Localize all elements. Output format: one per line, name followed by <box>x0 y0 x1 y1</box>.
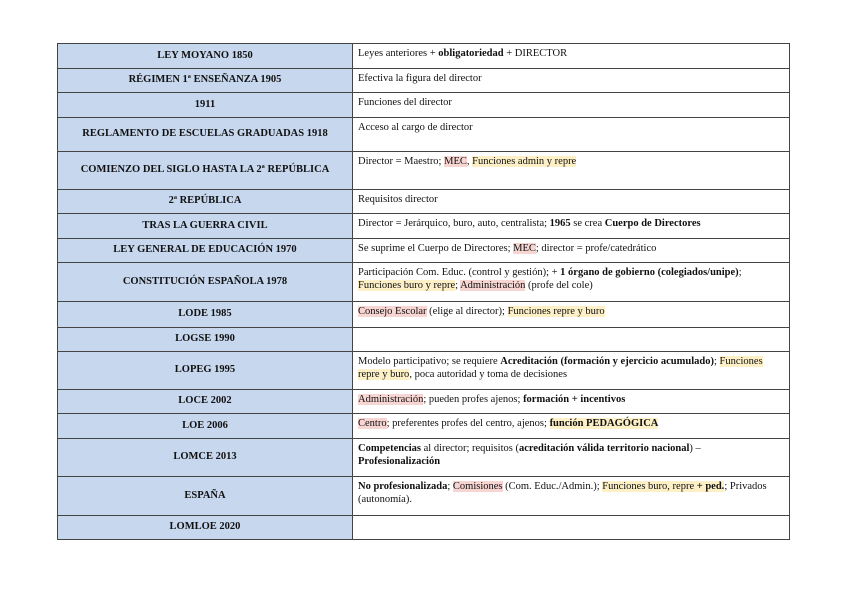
description-cell <box>353 239 790 263</box>
description-text: ; Privados (autonomía). <box>358 481 767 505</box>
law-cell: LEY MOYANO 1850 <box>58 44 353 69</box>
description-text: , poca autoridad y toma de decisiones <box>409 368 568 380</box>
description-text: Efectiva la figura del director <box>358 73 482 84</box>
highlight-yellow: Funciones repre y buro <box>358 356 763 380</box>
description-text: ; pueden profes ajenos; <box>423 394 524 405</box>
highlight-pink: MEC <box>444 156 467 167</box>
description-cell <box>353 190 790 214</box>
description-cell <box>353 69 790 93</box>
description-text: Participación Com. Educ. (control y gestión); + <box>358 267 561 278</box>
description-cell <box>353 516 790 540</box>
description-cell <box>353 214 790 239</box>
law-cell: LODE 1985 <box>58 302 353 328</box>
description-cell <box>353 263 790 302</box>
highlight-pink: MEC <box>513 243 536 254</box>
highlight-yellow: + ped. <box>696 481 725 492</box>
description-text: Funciones del director <box>358 97 452 108</box>
description-cell <box>353 439 790 477</box>
table-body <box>58 44 790 540</box>
description-text: Director = Maestro; <box>358 156 445 167</box>
description-cell <box>353 152 790 190</box>
description-cell <box>353 352 790 390</box>
table-row <box>58 477 790 516</box>
description-text: ; preferentes profes del centro, ajenos; <box>386 418 550 429</box>
description-text: Modelo participativo; se requiere <box>358 356 501 367</box>
law-cell: LEY GENERAL DE EDUCACIÓN 1970 <box>58 239 353 263</box>
law-cell: LOE 2006 <box>58 414 353 439</box>
description-text: Requisitos director <box>358 194 438 205</box>
description-text: acreditación válida territorio nacional <box>518 443 690 454</box>
highlight-pink: Administración <box>358 394 424 405</box>
table-row <box>58 239 790 263</box>
description-text: Profesionalización <box>358 455 441 467</box>
highlight-yellow: Funciones buro y repre <box>358 279 456 291</box>
law-cell: 2ª REPÚBLICA <box>58 190 353 214</box>
description-text: al director; requisitos ( <box>421 443 519 454</box>
description-text: (Com. Educ./Admin.); <box>502 481 603 492</box>
description-cell <box>353 328 790 352</box>
description-text: Cuerpo de Directores <box>604 218 701 229</box>
table-row <box>58 118 790 152</box>
table-row <box>58 214 790 239</box>
law-cell: RÉGIMEN 1ª ENSEÑANZA 1905 <box>58 69 353 93</box>
legislation-table <box>57 43 790 540</box>
table-row <box>58 69 790 93</box>
description-cell <box>353 93 790 118</box>
description-text: se crea <box>570 218 605 229</box>
description-text: ; <box>455 279 461 291</box>
law-cell: TRAS LA GUERRA CIVIL <box>58 214 353 239</box>
highlight-yellow: Funciones repre y buro <box>507 306 605 317</box>
description-text: ; <box>738 267 742 278</box>
law-cell: LOPEG 1995 <box>58 352 353 390</box>
description-text: , <box>466 156 473 167</box>
law-cell: REGLAMENTO DE ESCUELAS GRADUADAS 1918 <box>58 118 353 152</box>
law-cell: ESPAÑA <box>58 477 353 516</box>
law-cell: LOMCE 2013 <box>58 439 353 477</box>
highlight-pink: Consejo Escolar <box>358 306 427 317</box>
highlight-pink: Administración <box>460 279 526 291</box>
description-text: Acreditación (formación y ejercicio acumulado) <box>500 356 714 367</box>
table-row <box>58 302 790 328</box>
table-row <box>58 152 790 190</box>
highlight-pink: Comisiones <box>452 481 503 492</box>
table-row <box>58 190 790 214</box>
description-text: ) – <box>689 443 701 454</box>
description-cell <box>353 302 790 328</box>
description-cell <box>353 414 790 439</box>
law-cell: COMIENZO DEL SIGLO HASTA LA 2ª REPÚBLICA <box>58 152 353 190</box>
description-cell <box>353 118 790 152</box>
description-text: No profesionalizada <box>358 481 448 492</box>
description-cell <box>353 390 790 414</box>
description-text: + DIRECTOR <box>503 48 568 59</box>
table-row <box>58 328 790 352</box>
description-text: 1965 <box>549 218 571 229</box>
table-row <box>58 263 790 302</box>
law-cell: 1911 <box>58 93 353 118</box>
table-row <box>58 44 790 69</box>
description-text: Leyes anteriores + <box>358 48 439 59</box>
description-cell <box>353 44 790 69</box>
description-text: Director = Jerárquico, buro, auto, centralista; <box>358 218 550 229</box>
law-cell: LOCE 2002 <box>58 390 353 414</box>
description-text: 1 órgano de gobierno (colegiados/unipe) <box>560 267 739 278</box>
description-text: formación + incentivos <box>523 394 626 405</box>
table-row <box>58 390 790 414</box>
highlight-yellow: Funciones buro, repre <box>602 481 697 492</box>
description-text: ; <box>447 481 453 492</box>
description-text: Se suprime el Cuerpo de Directores; <box>358 243 514 254</box>
law-cell: LOGSE 1990 <box>58 328 353 352</box>
law-cell: LOMLOE 2020 <box>58 516 353 540</box>
description-text: ; director = profe/catedrático <box>535 243 657 254</box>
highlight-yellow: Funciones admin y repre <box>472 156 577 167</box>
table-row <box>58 352 790 390</box>
highlight-yellow: función PEDAGÓGICA <box>549 418 659 429</box>
description-text: ; <box>713 356 720 367</box>
law-cell: CONSTITUCIÓN ESPAÑOLA 1978 <box>58 263 353 302</box>
highlight-pink: Centro <box>358 418 387 429</box>
description-text: Acceso al cargo de director <box>358 122 473 133</box>
description-text: obligatoriedad <box>438 48 504 59</box>
table-row <box>58 93 790 118</box>
table-row <box>58 439 790 477</box>
table-row <box>58 516 790 540</box>
description-text: (profe del cole) <box>525 279 593 291</box>
description-text: Competencias <box>358 443 421 454</box>
description-text: (elige al director); <box>426 306 508 317</box>
description-cell <box>353 477 790 516</box>
table-row <box>58 414 790 439</box>
